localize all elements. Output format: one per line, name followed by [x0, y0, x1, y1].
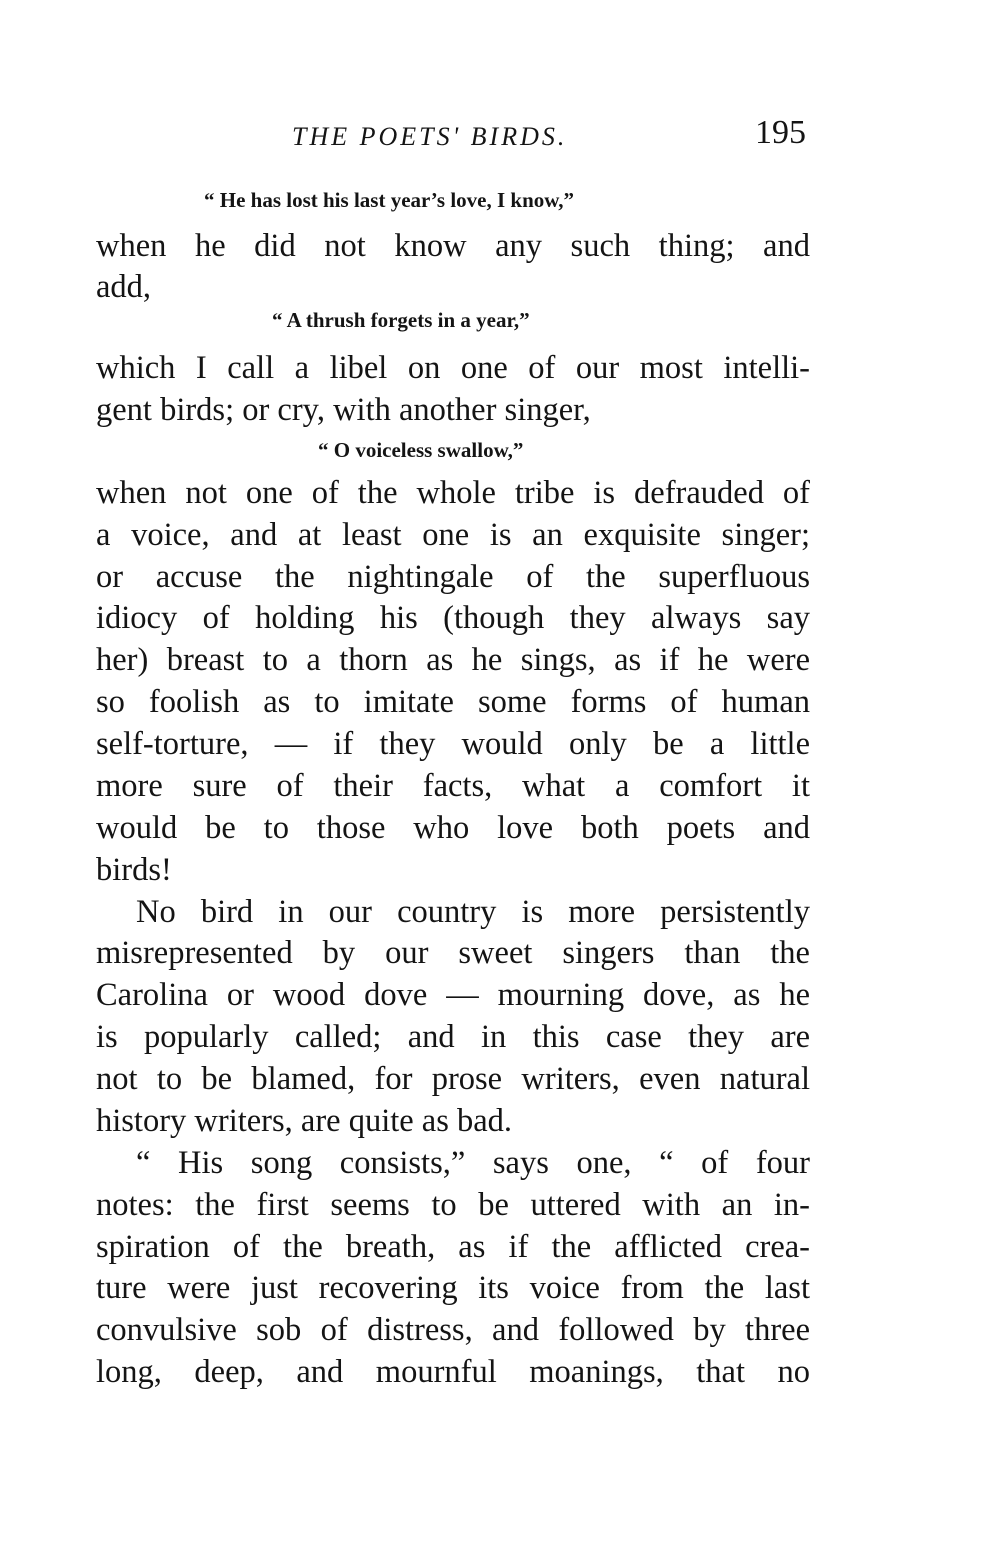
text-line: so foolish as to imitate some forms of human	[96, 684, 810, 720]
running-head	[96, 112, 808, 160]
text-line: more sure of their facts, what a comfort it	[96, 768, 810, 804]
text-line: when not one of the whole tribe is defrauded of	[96, 475, 810, 511]
verse-quote-1: “ He has lost his last year’s love, I know,”	[204, 188, 575, 212]
text-line: would be to those who love both poets and	[96, 810, 810, 846]
text-line: convulsive sob of distress, and followed by three	[96, 1312, 810, 1348]
text-line: spiration of the breath, as if the afflicted crea-	[96, 1229, 810, 1265]
text-line: Carolina or wood dove — mourning dove, as he	[96, 977, 810, 1013]
text-line: long, deep, and mournful moanings, that no	[96, 1354, 810, 1390]
text-line: misrepresented by our sweet singers than the	[96, 935, 810, 971]
text-line: history writers, are quite as bad.	[96, 1103, 513, 1139]
text-line: birds!	[96, 852, 172, 888]
text-line: No bird in our country is more persistently	[136, 894, 810, 930]
text-line: is popularly called; and in this case they are	[96, 1019, 810, 1055]
page-number: 195	[755, 114, 806, 151]
text-line: notes: the first seems to be uttered with an in-	[96, 1187, 810, 1223]
text-line: ture were just recovering its voice from the last	[96, 1270, 810, 1306]
running-title: THE POETS' BIRDS.	[292, 122, 568, 151]
text-line: gent birds; or cry, with another singer,	[96, 392, 591, 428]
text-line: a voice, and at least one is an exquisite singer;	[96, 517, 810, 553]
text-line: not to be blamed, for prose writers, even natural	[96, 1061, 810, 1097]
text-line: or accuse the nightingale of the superfluous	[96, 559, 810, 595]
text-line: “ His song consists,” says one, “ of four	[136, 1145, 810, 1181]
text-line: self-torture, — if they would only be a little	[96, 726, 810, 762]
text-line: which I call a libel on one of our most intelli-	[96, 350, 810, 386]
text-line: idiocy of holding his (though they always say	[96, 600, 810, 636]
text-line: her) breast to a thorn as he sings, as if he were	[96, 642, 810, 678]
verse-quote-2: “ A thrush forgets in a year,”	[272, 308, 530, 332]
text-line: when he did not know any such thing; and	[96, 228, 810, 264]
verse-quote-3: “ O voiceless swallow,”	[318, 438, 524, 462]
text-line: add,	[96, 269, 152, 305]
